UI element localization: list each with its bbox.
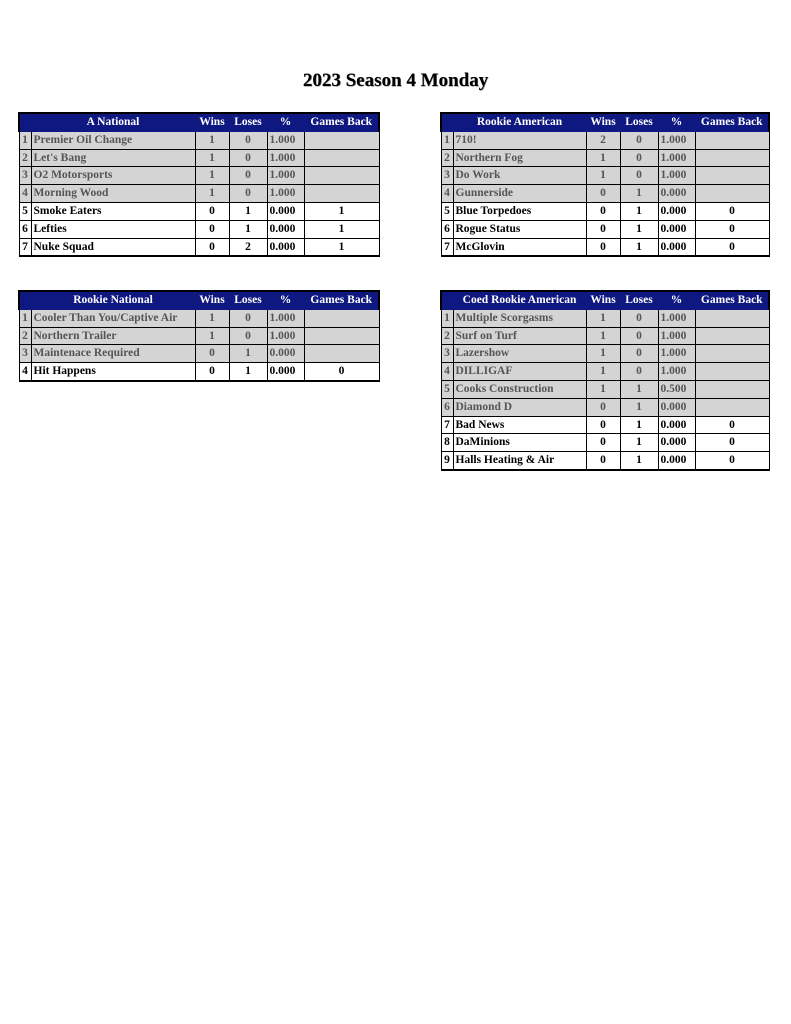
- team-name-cell: Hit Happens: [31, 363, 195, 381]
- rank-cell: 5: [441, 202, 453, 220]
- team-name-cell: Lazershow: [453, 345, 586, 363]
- loses-cell: 1: [620, 416, 658, 434]
- team-name-cell: DILLIGAF: [453, 363, 586, 381]
- wins-cell: 1: [195, 185, 229, 203]
- wins-cell: 0: [586, 452, 620, 470]
- pct-cell: 1.000: [267, 309, 304, 327]
- table-row: [441, 167, 769, 185]
- header-pct: %: [267, 113, 304, 131]
- pct-cell: 1.000: [658, 131, 695, 149]
- table-row: [19, 363, 379, 381]
- loses-cell: 1: [620, 434, 658, 452]
- team-name-cell: Premier Oil Change: [31, 131, 195, 149]
- loses-cell: 1: [620, 220, 658, 238]
- rank-cell: 3: [19, 345, 31, 363]
- games-back-cell: 0: [695, 416, 769, 434]
- rank-cell: 2: [441, 327, 453, 345]
- pct-cell: 0.000: [658, 398, 695, 416]
- loses-cell: 2: [229, 238, 267, 256]
- header-loses: Loses: [229, 291, 267, 309]
- loses-cell: 1: [620, 398, 658, 416]
- pct-cell: 1.000: [658, 363, 695, 381]
- games-back-cell: [304, 131, 379, 149]
- page-title: 2023 Season 4 Monday: [302, 70, 489, 91]
- table-row: [441, 327, 769, 345]
- loses-cell: 0: [620, 345, 658, 363]
- table-row: [19, 220, 379, 238]
- team-name-cell: Cooks Construction: [453, 380, 586, 398]
- team-name-cell: Gunnerside: [453, 185, 586, 203]
- wins-cell: 1: [586, 309, 620, 327]
- header-loses: Loses: [620, 113, 658, 131]
- table-row: [441, 452, 769, 470]
- loses-cell: 1: [620, 185, 658, 203]
- rank-cell: 4: [441, 185, 453, 203]
- games-back-cell: [695, 380, 769, 398]
- table-row: [19, 131, 379, 149]
- table-row: [19, 327, 379, 345]
- table-row: [441, 309, 769, 327]
- games-back-cell: 0: [695, 238, 769, 256]
- rank-cell: 9: [441, 452, 453, 470]
- games-back-cell: [304, 345, 379, 363]
- table-row: [441, 434, 769, 452]
- wins-cell: 2: [586, 131, 620, 149]
- team-name-cell: McGlovin: [453, 238, 586, 256]
- pct-cell: 1.000: [267, 185, 304, 203]
- rank-cell: 4: [441, 363, 453, 381]
- pct-cell: 0.000: [267, 238, 304, 256]
- header-games-back: Games Back: [695, 113, 769, 131]
- division-name: Rookie National: [31, 291, 195, 309]
- rank-cell: 1: [19, 309, 31, 327]
- rank-cell: 7: [441, 416, 453, 434]
- division-name: Coed Rookie American: [453, 291, 586, 309]
- wins-cell: 0: [195, 238, 229, 256]
- pct-cell: 0.000: [658, 434, 695, 452]
- games-back-cell: [695, 345, 769, 363]
- rank-cell: 8: [441, 434, 453, 452]
- pct-cell: 1.000: [658, 345, 695, 363]
- team-name-cell: Halls Heating & Air: [453, 452, 586, 470]
- header-row: [19, 291, 379, 309]
- table-row: [441, 380, 769, 398]
- team-name-cell: Lefties: [31, 220, 195, 238]
- pct-cell: 0.000: [658, 220, 695, 238]
- team-name-cell: Blue Torpedoes: [453, 202, 586, 220]
- table-row: [19, 309, 379, 327]
- team-name-cell: Nuke Squad: [31, 238, 195, 256]
- loses-cell: 1: [620, 452, 658, 470]
- wins-cell: 1: [586, 345, 620, 363]
- loses-cell: 0: [229, 149, 267, 167]
- standings-table-rookie-american: [440, 112, 770, 257]
- pct-cell: 1.000: [658, 327, 695, 345]
- wins-cell: 1: [586, 327, 620, 345]
- pct-cell: 0.000: [658, 416, 695, 434]
- header-games-back: Games Back: [695, 291, 769, 309]
- wins-cell: 0: [195, 345, 229, 363]
- wins-cell: 0: [586, 185, 620, 203]
- wins-cell: 1: [195, 131, 229, 149]
- games-back-cell: 0: [695, 434, 769, 452]
- table-row: [441, 345, 769, 363]
- wins-cell: 1: [586, 380, 620, 398]
- wins-cell: 0: [195, 363, 229, 381]
- wins-cell: 1: [195, 167, 229, 185]
- wins-cell: 0: [586, 238, 620, 256]
- wins-cell: 1: [195, 327, 229, 345]
- rank-cell: 2: [19, 327, 31, 345]
- rank-cell: 4: [19, 363, 31, 381]
- games-back-cell: [695, 363, 769, 381]
- loses-cell: 1: [229, 202, 267, 220]
- pct-cell: 0.000: [658, 238, 695, 256]
- table-row: [441, 131, 769, 149]
- loses-cell: 0: [620, 131, 658, 149]
- wins-cell: 1: [586, 149, 620, 167]
- games-back-cell: 1: [304, 202, 379, 220]
- rank-cell: 6: [19, 220, 31, 238]
- team-name-cell: Cooler Than You/Captive Air: [31, 309, 195, 327]
- wins-cell: 0: [586, 434, 620, 452]
- games-back-cell: [304, 185, 379, 203]
- table-row: [19, 238, 379, 256]
- loses-cell: 1: [229, 220, 267, 238]
- wins-cell: 0: [195, 202, 229, 220]
- table-row: [441, 238, 769, 256]
- header-row: [441, 291, 769, 309]
- header-games-back: Games Back: [304, 291, 379, 309]
- games-back-cell: [695, 185, 769, 203]
- wins-cell: 0: [586, 398, 620, 416]
- games-back-cell: 0: [695, 202, 769, 220]
- header-row: [19, 113, 379, 131]
- team-name-cell: 710!: [453, 131, 586, 149]
- standings-table-rookie-national: [18, 290, 380, 382]
- loses-cell: 0: [620, 167, 658, 185]
- rank-cell: 3: [441, 345, 453, 363]
- games-back-cell: [304, 167, 379, 185]
- rank-cell: 2: [19, 149, 31, 167]
- table-row: [441, 202, 769, 220]
- header-loses: Loses: [229, 113, 267, 131]
- loses-cell: 1: [229, 363, 267, 381]
- header-wins: Wins: [586, 291, 620, 309]
- games-back-cell: [695, 309, 769, 327]
- wins-cell: 1: [195, 309, 229, 327]
- team-name-cell: Morning Wood: [31, 185, 195, 203]
- team-name-cell: Smoke Eaters: [31, 202, 195, 220]
- games-back-cell: [695, 398, 769, 416]
- team-name-cell: Northern Trailer: [31, 327, 195, 345]
- rank-cell: 4: [19, 185, 31, 203]
- rank-cell: 1: [441, 131, 453, 149]
- wins-cell: 0: [586, 202, 620, 220]
- wins-cell: 1: [195, 149, 229, 167]
- pct-cell: 0.000: [267, 220, 304, 238]
- rank-cell: 7: [441, 238, 453, 256]
- pct-cell: 1.000: [267, 327, 304, 345]
- team-name-cell: Maintenace Required: [31, 345, 195, 363]
- games-back-cell: [695, 167, 769, 185]
- table-row: [441, 220, 769, 238]
- games-back-cell: [304, 327, 379, 345]
- games-back-cell: 0: [304, 363, 379, 381]
- wins-cell: 0: [195, 220, 229, 238]
- header-corner: [19, 113, 31, 131]
- rank-cell: 5: [19, 202, 31, 220]
- loses-cell: 0: [229, 309, 267, 327]
- table-row: [19, 149, 379, 167]
- team-name-cell: Diamond D: [453, 398, 586, 416]
- team-name-cell: Bad News: [453, 416, 586, 434]
- loses-cell: 0: [620, 327, 658, 345]
- wins-cell: 0: [586, 220, 620, 238]
- rank-cell: 3: [441, 167, 453, 185]
- pct-cell: 0.000: [267, 345, 304, 363]
- loses-cell: 1: [620, 380, 658, 398]
- loses-cell: 0: [229, 167, 267, 185]
- wins-cell: 1: [586, 167, 620, 185]
- loses-cell: 0: [229, 185, 267, 203]
- team-name-cell: Rogue Status: [453, 220, 586, 238]
- header-pct: %: [267, 291, 304, 309]
- rank-cell: 6: [441, 398, 453, 416]
- rank-cell: 1: [441, 309, 453, 327]
- table-row: [19, 185, 379, 203]
- header-wins: Wins: [586, 113, 620, 131]
- rank-cell: 1: [19, 131, 31, 149]
- team-name-cell: Multiple Scorgasms: [453, 309, 586, 327]
- header-wins: Wins: [195, 291, 229, 309]
- table-row: [441, 149, 769, 167]
- pct-cell: 1.000: [658, 149, 695, 167]
- team-name-cell: Let's Bang: [31, 149, 195, 167]
- pct-cell: 1.000: [267, 131, 304, 149]
- games-back-cell: 1: [304, 238, 379, 256]
- table-row: [441, 398, 769, 416]
- team-name-cell: O2 Motorsports: [31, 167, 195, 185]
- rank-cell: 3: [19, 167, 31, 185]
- table-row: [19, 167, 379, 185]
- wins-cell: 1: [586, 363, 620, 381]
- rank-cell: 7: [19, 238, 31, 256]
- division-name: Rookie American: [453, 113, 586, 131]
- games-back-cell: [304, 149, 379, 167]
- table-row: [441, 363, 769, 381]
- games-back-cell: [695, 149, 769, 167]
- loses-cell: 0: [229, 327, 267, 345]
- loses-cell: 0: [620, 309, 658, 327]
- pct-cell: 0.000: [658, 185, 695, 203]
- header-pct: %: [658, 291, 695, 309]
- loses-cell: 0: [620, 363, 658, 381]
- games-back-cell: [695, 131, 769, 149]
- loses-cell: 0: [620, 149, 658, 167]
- table-row: [19, 202, 379, 220]
- games-back-cell: [304, 309, 379, 327]
- standings-table-a-national: [18, 112, 380, 257]
- team-name-cell: Northern Fog: [453, 149, 586, 167]
- division-name: A National: [31, 113, 195, 131]
- pct-cell: 0.500: [658, 380, 695, 398]
- pct-cell: 1.000: [267, 167, 304, 185]
- loses-cell: 0: [229, 131, 267, 149]
- pct-cell: 0.000: [267, 202, 304, 220]
- loses-cell: 1: [620, 238, 658, 256]
- pct-cell: 0.000: [658, 202, 695, 220]
- header-loses: Loses: [620, 291, 658, 309]
- team-name-cell: Do Work: [453, 167, 586, 185]
- loses-cell: 1: [229, 345, 267, 363]
- games-back-cell: 0: [695, 452, 769, 470]
- pct-cell: 1.000: [658, 309, 695, 327]
- games-back-cell: [695, 327, 769, 345]
- header-wins: Wins: [195, 113, 229, 131]
- rank-cell: 5: [441, 380, 453, 398]
- pct-cell: 0.000: [267, 363, 304, 381]
- header-games-back: Games Back: [304, 113, 379, 131]
- header-corner: [441, 113, 453, 131]
- loses-cell: 1: [620, 202, 658, 220]
- table-row: [441, 416, 769, 434]
- pct-cell: 1.000: [658, 167, 695, 185]
- pct-cell: 1.000: [267, 149, 304, 167]
- pct-cell: 0.000: [658, 452, 695, 470]
- games-back-cell: 1: [304, 220, 379, 238]
- header-corner: [19, 291, 31, 309]
- table-row: [19, 345, 379, 363]
- rank-cell: 2: [441, 149, 453, 167]
- header-pct: %: [658, 113, 695, 131]
- team-name-cell: Surf on Turf: [453, 327, 586, 345]
- standings-table-coed-rookie-american: [440, 290, 770, 471]
- wins-cell: 0: [586, 416, 620, 434]
- team-name-cell: DaMinions: [453, 434, 586, 452]
- table-row: [441, 185, 769, 203]
- header-corner: [441, 291, 453, 309]
- games-back-cell: 0: [695, 220, 769, 238]
- header-row: [441, 113, 769, 131]
- rank-cell: 6: [441, 220, 453, 238]
